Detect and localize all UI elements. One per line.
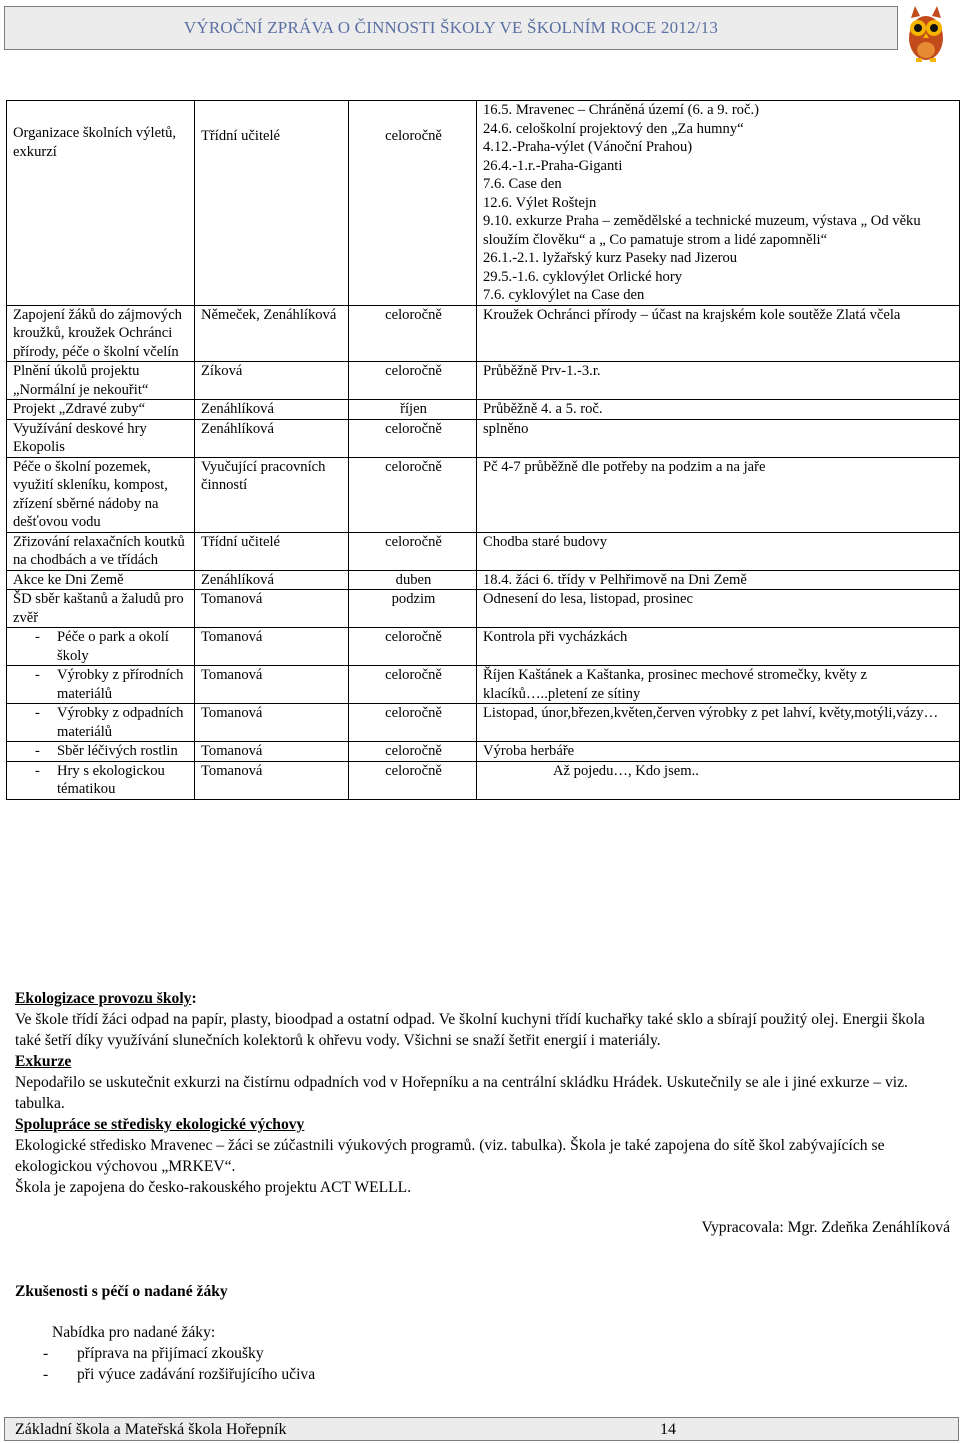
note-line: 26.4.-1.r.-Praha-Giganti <box>483 157 623 174</box>
note-line: Pč 4-7 průběžně dle potřeby na podzim a na jaře <box>483 458 766 475</box>
when-cell: celoročně <box>349 532 477 570</box>
report-title: VÝROČNÍ ZPRÁVA O ČINNOSTI ŠKOLY VE ŠKOLNÍM ROCE 2012/13 <box>183 18 719 37</box>
dash-marker: - <box>35 667 40 683</box>
responsible-cell: Třídní učitelé <box>195 532 349 570</box>
activity-cell: Zřizování relaxačních koutků na chodbách a ve třídách <box>7 532 195 570</box>
nabidka-label: Nabídka pro nadané žáky: <box>52 1324 216 1341</box>
note-line: Průběžně 4. a 5. roč. <box>483 401 603 417</box>
notes-cell <box>477 101 960 306</box>
responsible-cell: Zíková <box>195 362 349 400</box>
note-line: Kroužek Ochránci přírody – účast na krajském kole soutěže Zlatá včela <box>483 306 901 323</box>
note-line: Až pojedu…, Kdo jsem.. <box>553 762 699 779</box>
notes-cell <box>477 457 960 532</box>
responsible-cell: Zenáhlíková <box>195 400 349 420</box>
responsible-cell: Třídní učitelé <box>195 101 349 306</box>
when-cell: celoročně <box>349 666 477 704</box>
ekologizace-colon: : <box>191 990 197 1007</box>
bullet-dash: - <box>43 1366 49 1383</box>
table-row <box>7 362 960 400</box>
nabidka-item-text: příprava na přijímací zkoušky <box>77 1345 264 1362</box>
table-row <box>7 400 960 420</box>
responsible-cell: Tomanová <box>195 666 349 704</box>
table-row <box>7 761 960 799</box>
table-row <box>7 419 960 457</box>
responsible-cell: Němeček, Zenáhlíková <box>195 305 349 362</box>
activity-cell: Projekt „Zdravé zuby“ <box>7 400 195 420</box>
notes-cell <box>477 666 960 704</box>
owl-icon <box>902 4 950 64</box>
exkurze-heading: Exkurze <box>15 1053 72 1070</box>
ekologizace-text: Ve škole třídí žáci odpad na papír, plasty, bioodpad a ostatní odpad. Ve školní kuchyni třídí kuchařky také sklo a sbírají použitý olej. Energii škola také šetří díky využívání slunečních kolektorů k ohřevu vody. Všichni se snaží šetřit energií i materiály. <box>15 1011 925 1049</box>
dash-marker: - <box>35 705 40 721</box>
note-line: splněno <box>483 420 529 437</box>
dash-marker: - <box>35 762 40 779</box>
responsible-cell: Zenáhlíková <box>195 570 349 590</box>
table-row <box>7 532 960 570</box>
activity-cell: Plnění úkolů projektu „Normální je nekouřit“ <box>7 362 195 400</box>
table-row <box>7 704 960 742</box>
notes-cell <box>477 400 960 420</box>
when-cell: celoročně <box>349 761 477 799</box>
notes-cell <box>477 305 960 362</box>
note-line: 12.6. Výlet Roštejn <box>483 194 597 211</box>
footer-school: Základní škola a Mateřská škola Hořepník <box>15 1421 287 1438</box>
when-cell: říjen <box>349 400 477 420</box>
nabidka-item <box>15 1364 950 1385</box>
note-line: 18.4. žáci 6. třídy v Pelhřimově na Dni Země <box>483 571 747 588</box>
note-line: 4.12.-Praha-výlet (Vánoční Prahou) <box>483 139 693 155</box>
activity-cell: Zapojení žáků do zájmových kroužků, kroužek Ochránci přírody, péče o školní včelín <box>7 305 195 362</box>
nabidka-item <box>15 1343 950 1364</box>
note-line: 26.1.-2.1. lyžařský kurz Paseky nad Jizerou <box>483 250 738 266</box>
nabidka-list <box>15 1343 950 1385</box>
activity-cell <box>7 628 195 666</box>
responsible-cell: Tomanová <box>195 742 349 762</box>
activity-cell <box>7 666 195 704</box>
activity-label: Péče o park a okolí školy <box>57 629 169 664</box>
table-row <box>7 305 960 362</box>
responsible-cell: Tomanová <box>195 761 349 799</box>
page-number: 14 <box>660 1421 676 1438</box>
table-row <box>7 101 960 306</box>
when-cell: celoročně <box>349 101 477 306</box>
notes-cell <box>477 590 960 628</box>
responsible-cell: Tomanová <box>195 704 349 742</box>
activity-cell: Využívání deskové hry Ekopolis <box>7 419 195 457</box>
note-line: Odnesení do lesa, listopad, prosinec <box>483 591 693 607</box>
activity-label: Výrobky z přírodních materiálů <box>57 667 184 702</box>
notes-cell <box>477 742 960 762</box>
nabidka-item-text: při výuce zadávání rozšiřujícího učiva <box>77 1366 316 1383</box>
note-line: Kontrola při vycházkách <box>483 629 628 645</box>
table-row <box>7 457 960 532</box>
zkusenosti-heading: Zkušenosti s péčí o nadané žáky <box>15 1283 228 1300</box>
page-footer <box>4 1417 959 1441</box>
when-cell: celoročně <box>349 305 477 362</box>
notes-cell <box>477 761 960 799</box>
responsible-cell: Tomanová <box>195 628 349 666</box>
responsible-cell: Tomanová <box>195 590 349 628</box>
signature: Vypracovala: Mgr. Zdeňka Zenáhlíková <box>701 1219 950 1236</box>
note-line: 7.6. cyklovýlet na Case den <box>483 287 645 303</box>
note-line: 7.6. Case den <box>483 176 562 192</box>
activities-table <box>6 100 960 800</box>
nabidka-section <box>15 1322 950 1385</box>
notes-cell <box>477 532 960 570</box>
table-row <box>7 570 960 590</box>
responsible-cell: Vyučující pracovních činností <box>195 457 349 532</box>
activity-label: Výrobky z odpadních materiálů <box>57 705 184 740</box>
activity-cell <box>7 704 195 742</box>
dash-marker: - <box>35 629 40 645</box>
dash-marker: - <box>35 743 40 759</box>
when-cell: celoročně <box>349 457 477 532</box>
note-line: Chodba staré budovy <box>483 533 608 550</box>
spoluprace-heading: Spolupráce se středisky ekologické výchovy <box>15 1116 305 1133</box>
when-cell: celoročně <box>349 628 477 666</box>
note-line: 29.5.-1.6. cyklovýlet Orlické hory <box>483 268 682 285</box>
responsible-cell: Zenáhlíková <box>195 419 349 457</box>
exkurze-text: Nepodařilo se uskutečnit exkurzi na čistírnu odpadních vod v Hořepníku a na centrální skládku Hrádek. Uskutečnily se ale i jiné exkurze – viz. tabulka. <box>15 1074 908 1112</box>
activity-cell: Péče o školní pozemek, využití skleníku, kompost, zřízení sběrné nádoby na dešťovou vodu <box>7 457 195 532</box>
notes-cell <box>477 628 960 666</box>
activity-label: Sběr léčivých rostlin <box>57 743 178 759</box>
when-cell: celoročně <box>349 419 477 457</box>
note-line: 9.10. exkurze Praha – zemědělské a technické muzeum, výstava „ Od věku sloužím člověku“ a „ Co pamatuje strom a lidé zapomněli“ <box>483 213 921 248</box>
spoluprace-text: Ekologické středisko Mravenec – žáci se zúčastnili výukových programů. (viz. tabulka). Škola je také zapojena do sítě škol zabývajících se ekologickou výchovou „MRKEV“. <box>15 1137 885 1175</box>
when-cell: podzim <box>349 590 477 628</box>
activity-cell <box>7 761 195 799</box>
note-line: Výroba herbáře <box>483 743 575 759</box>
table-row <box>7 590 960 628</box>
table-row <box>7 628 960 666</box>
activity-label: Hry s ekologickou tématikou <box>57 762 165 797</box>
when-cell: celoročně <box>349 742 477 762</box>
note-line: Průběžně Prv-1.-3.r. <box>483 363 601 379</box>
notes-cell <box>477 419 960 457</box>
ekologizace-heading: Ekologizace provozu školy <box>15 990 192 1007</box>
when-cell: celoročně <box>349 704 477 742</box>
note-line: Říjen Kaštánek a Kaštanka, prosinec mechové stromečky, květy z klacíků…..pletení ze sítiny <box>483 667 868 702</box>
notes-cell <box>477 570 960 590</box>
table-row <box>7 666 960 704</box>
report-header <box>4 6 898 50</box>
activity-cell <box>7 742 195 762</box>
activity-cell: Organizace školních výletů, exkurzí <box>7 101 195 306</box>
notes-cell <box>477 362 960 400</box>
ekologizace-section <box>15 988 950 1198</box>
notes-cell <box>477 704 960 742</box>
when-cell: celoročně <box>349 362 477 400</box>
note-line: Listopad, únor,březen,květen,červen výrobky z pet lahví, květy,motýli,vázy… <box>483 705 939 721</box>
note-line: 16.5. Mravenec – Chráněná území (6. a 9. roč.) <box>483 102 759 118</box>
activity-cell: Akce ke Dni Země <box>7 570 195 590</box>
note-line: 24.6. celoškolní projektový den „Za humny“ <box>483 120 744 137</box>
table-row <box>7 742 960 762</box>
activity-cell: ŠD sběr kaštanů a žaludů pro zvěř <box>7 590 195 628</box>
spoluprace-text-2: Škola je zapojena do česko-rakouského projektu ACT WELLL. <box>15 1179 412 1196</box>
bullet-dash: - <box>43 1345 49 1362</box>
when-cell: duben <box>349 570 477 590</box>
